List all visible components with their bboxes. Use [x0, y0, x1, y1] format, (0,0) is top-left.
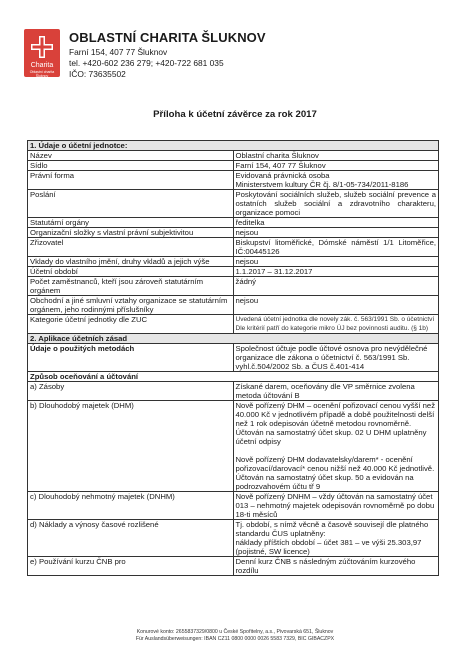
table-row	[28, 238, 439, 257]
row-value: 1.1.2017 – 31.12.2017	[233, 267, 439, 277]
footer-iban-line: Für Auslandsüberweisungen: IBAN CZ11 0800 0000 0026 5583 7329, BIC GIBACZPX	[135, 636, 335, 642]
row-value: žádný	[233, 277, 439, 296]
table-row	[28, 557, 439, 576]
row-value: Denní kurz ČNB s následným zúčtováním kurzového rozdílu	[233, 557, 439, 576]
row-label: Účetní období	[28, 267, 234, 277]
table-row	[28, 492, 439, 520]
table-row	[28, 190, 439, 218]
org-phone: tel. +420-602 236 279; +420-722 681 035	[69, 58, 224, 68]
org-name: OBLASTNÍ CHARITA ŠLUKNOV	[69, 30, 266, 45]
row-label: Údaje o použitých metodách	[28, 344, 234, 372]
row-label: a) Zásoby	[28, 382, 234, 401]
row-value: Nově pořízený DHM – ocenění pořizovací cenou vyšší než 40.000 Kč v jednotlivém případě a době použitelnosti delší než 1 rok odepisován účetně metodou rovnoměrně. Účtován na samostatný účet skup. 02 U DHM uplatněny účetní odpisy Nově pořízený DHM dodavatelsky/darem* - ocenění pořizovací/darovací* cenou nižší než 40.000 Kč jednotlivě. Účtován na samostatný účet skup. 50 a evidován na podrozvahovém účtu tř 9	[233, 401, 439, 492]
table-row	[28, 267, 439, 277]
row-label: Vklady do vlastního jmění, druhy vkladů a jejich výše	[28, 257, 234, 267]
table-row	[28, 151, 439, 161]
table-row	[28, 296, 439, 315]
row-label: Statutární orgány	[28, 218, 234, 228]
row-label: b) Dlouhodobý majetek (DHM)	[28, 401, 234, 492]
charita-logo	[24, 29, 60, 77]
row-value: ředitelka	[233, 218, 439, 228]
table-row	[28, 344, 439, 372]
row-value: Uvedená účetní jednotka dle novely zák. č. 563/1991 Sb. o účetnictví Dle kritérií patří do kategorie mikro ÚJ bez povinnosti auditu. (§ 1b)	[233, 315, 439, 334]
logo-text: Charita	[30, 62, 54, 69]
row-value: nejsou	[233, 296, 439, 315]
row-value: Evidovaná právnická osoba Ministerstvem kultury ČR čj. 8/1-05-734/2011-8186	[233, 171, 439, 190]
row-label: Počet zaměstnanců, kteří jsou zároveň statutárním orgánem	[28, 277, 234, 296]
table-row	[28, 171, 439, 190]
row-value: Poskytování sociálních služeb, služeb sociální prevence a ostatních služeb sociální a zdravotního charakteru, organizace pomoci	[233, 190, 439, 218]
table-row	[28, 257, 439, 267]
table-row	[28, 228, 439, 238]
row-label: Právní forma	[28, 171, 234, 190]
section-heading: 2. Aplikace účetních zásad	[28, 334, 439, 344]
row-value: nejsou	[233, 228, 439, 238]
row-label: e) Používání kurzu ČNB pro	[28, 557, 234, 576]
row-value: Biskupství litoměřické, Dómské náměstí 1/1 Litoměřice, IČ:00445126	[233, 238, 439, 257]
row-label: Kategorie účetní jednotky dle ZUC	[28, 315, 234, 334]
row-label: d) Náklady a výnosy časové rozlišené	[28, 520, 234, 557]
table-row	[28, 520, 439, 557]
row-value: Společnost účtuje podle účtové osnova pro nevýdělečné organizace dle zákona o účetnictví č. 563/1991 Sb. vyhl.č.504/2002 Sb. a ČUS č.401-414	[233, 344, 439, 372]
section-heading: 1. Údaje o účetní jednotce:	[28, 141, 439, 151]
table-row	[28, 382, 439, 401]
row-label: Organizační složky s vlastní právní subjektivitou	[28, 228, 234, 238]
table-row	[28, 277, 439, 296]
table-row	[28, 161, 439, 171]
table-row	[28, 401, 439, 492]
org-address: Farní 154, 407 77 Šluknov	[69, 47, 168, 57]
row-value: Nově pořízený DNHM – vždy účtován na samostatný účet 013 – nehmotný majetek odepisován rovnoměrně po dobu 18-ti měsíců	[233, 492, 439, 520]
row-value: nejsou	[233, 257, 439, 267]
info-table	[27, 140, 439, 576]
org-ico: IČO: 73635502	[69, 69, 126, 79]
row-label: c) Dlouhodobý nehmotný majetek (DNHM)	[28, 492, 234, 520]
footer-bank-line: Konurové konto: 2655837329/0800 u České Spořitelny, a.s., Pivovarská 651, Šluknov	[136, 629, 334, 635]
row-label: Poslání	[28, 190, 234, 218]
row-value: Tj. období, s nímž věcně a časově souvisejí dle platného standardu ČUS uplatněny: náklady příštích období – účet 381 – ve výši 25.303,97 (pojistné, SW licence)	[233, 520, 439, 557]
table-row	[28, 315, 439, 334]
row-value: Získané darem, oceňovány dle VP směrnice zvolena metoda účtování B	[233, 382, 439, 401]
table-row	[28, 218, 439, 228]
row-label: Obchodní a jiné smluvní vztahy organizace se statutárním orgánem, jeho rodinnými příslušníky	[28, 296, 234, 315]
document-title: Příloha k účetní závěrce za rok 2017	[153, 109, 317, 120]
row-label: Zřizovatel	[28, 238, 234, 257]
row-value: Oblastní charita Šluknov	[233, 151, 439, 161]
charita-cross-icon	[30, 35, 54, 59]
row-label: Sídlo	[28, 161, 234, 171]
row-label: Název	[28, 151, 234, 161]
methods-heading: Způsob oceňování a účtování	[28, 372, 439, 382]
logo-subtext: Oblastní charita Šluknov	[29, 70, 55, 78]
row-value: Farní 154, 407 77 Šluknov	[233, 161, 439, 171]
